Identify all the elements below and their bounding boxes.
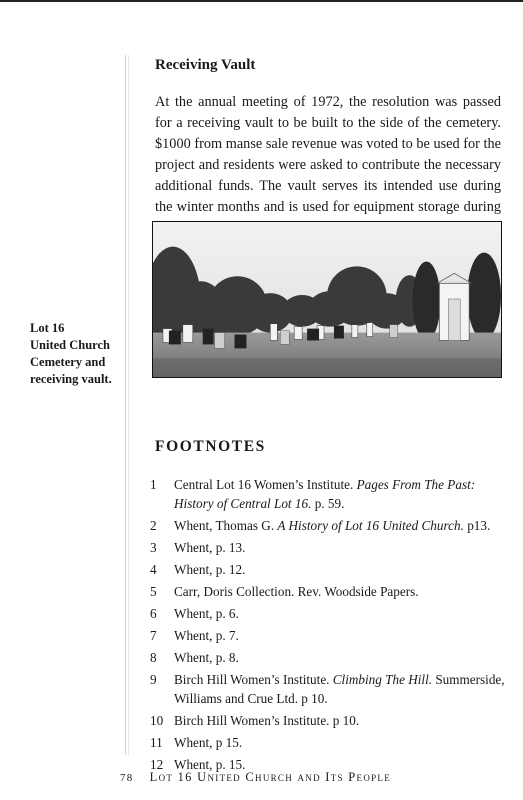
section-title: Receiving Vault	[155, 57, 256, 73]
footnote-number: 10	[150, 713, 164, 728]
footnote-text: Whent, p. 15.	[174, 757, 246, 772]
footnote-number: 2	[150, 518, 157, 533]
footnote-text: Whent, Thomas G. A History of Lot 16 United Church. p13.	[174, 518, 491, 533]
body-paragraph: At the annual meeting of 1972, the resolution was passed for a receiving vault to be built to the side of the cemetery. $1000 from manse sale revenue was voted to be used for the project and residents were asked to contribute the necessary additional funds. The vault serves its intended use during the winter months and is used for equipment storage during	[155, 94, 501, 215]
footnote-text: Whent, p. 7.	[174, 628, 239, 643]
cemetery-photo	[152, 221, 502, 378]
footnote-item	[150, 604, 505, 623]
footnote-item	[150, 626, 505, 645]
footnote-text: Carr, Doris Collection. Rev. Woodside Papers.	[174, 584, 419, 599]
footnote-item	[150, 648, 505, 667]
footnote-number: 8	[150, 650, 157, 665]
footnote-number: 4	[150, 562, 157, 577]
margin-rule-inner	[128, 55, 129, 755]
footnote-text: Whent, p. 12.	[174, 562, 246, 577]
footnote-number: 5	[150, 584, 157, 599]
footnote-number: 6	[150, 606, 157, 621]
footnote-text: Whent, p. 6.	[174, 606, 239, 621]
margin-rule	[125, 55, 126, 755]
footnote-item	[150, 733, 505, 752]
footnote-number: 7	[150, 628, 157, 643]
footnote-item	[150, 560, 505, 579]
cemetery-photo-illustration	[153, 222, 501, 377]
caption-line: United Church	[30, 338, 110, 352]
footnote-text: Whent, p. 8.	[174, 650, 239, 665]
footnote-text: Central Lot 16 Women’s Institute. Pages From The Past: History of Central Lot 16. p. 59.	[174, 477, 476, 511]
footnote-item	[150, 516, 505, 535]
footnote-item	[150, 582, 505, 601]
top-rule	[0, 0, 523, 2]
page-number: 78	[120, 772, 134, 784]
caption-line: Lot 16	[30, 321, 65, 335]
footnote-number: 11	[150, 735, 163, 750]
footnote-text: Whent, p 15.	[174, 735, 243, 750]
footnotes-heading: FOOTNOTES	[155, 438, 266, 455]
footnote-text: Whent, p. 13.	[174, 540, 246, 555]
footnote-item	[150, 670, 505, 708]
footnote-text: Birch Hill Women’s Institute. p 10.	[174, 713, 360, 728]
photo-caption	[30, 320, 120, 388]
footnote-item	[150, 711, 505, 730]
footnote-item	[150, 538, 505, 557]
caption-line: receiving vault.	[30, 372, 112, 386]
footnote-number: 1	[150, 477, 157, 492]
footnote-text: Birch Hill Women’s Institute. Climbing The Hill. Summerside, Williams and Crue Ltd. p 10.	[174, 672, 505, 706]
footnote-number: 12	[150, 757, 164, 772]
footnote-item	[150, 475, 505, 513]
running-footer	[120, 770, 391, 785]
running-title: Lot 16 United Church and Its People	[149, 770, 392, 784]
caption-line: Cemetery and	[30, 355, 106, 369]
footnote-number: 3	[150, 540, 157, 555]
footnote-number: 9	[150, 672, 157, 687]
footnote-list	[150, 475, 505, 777]
